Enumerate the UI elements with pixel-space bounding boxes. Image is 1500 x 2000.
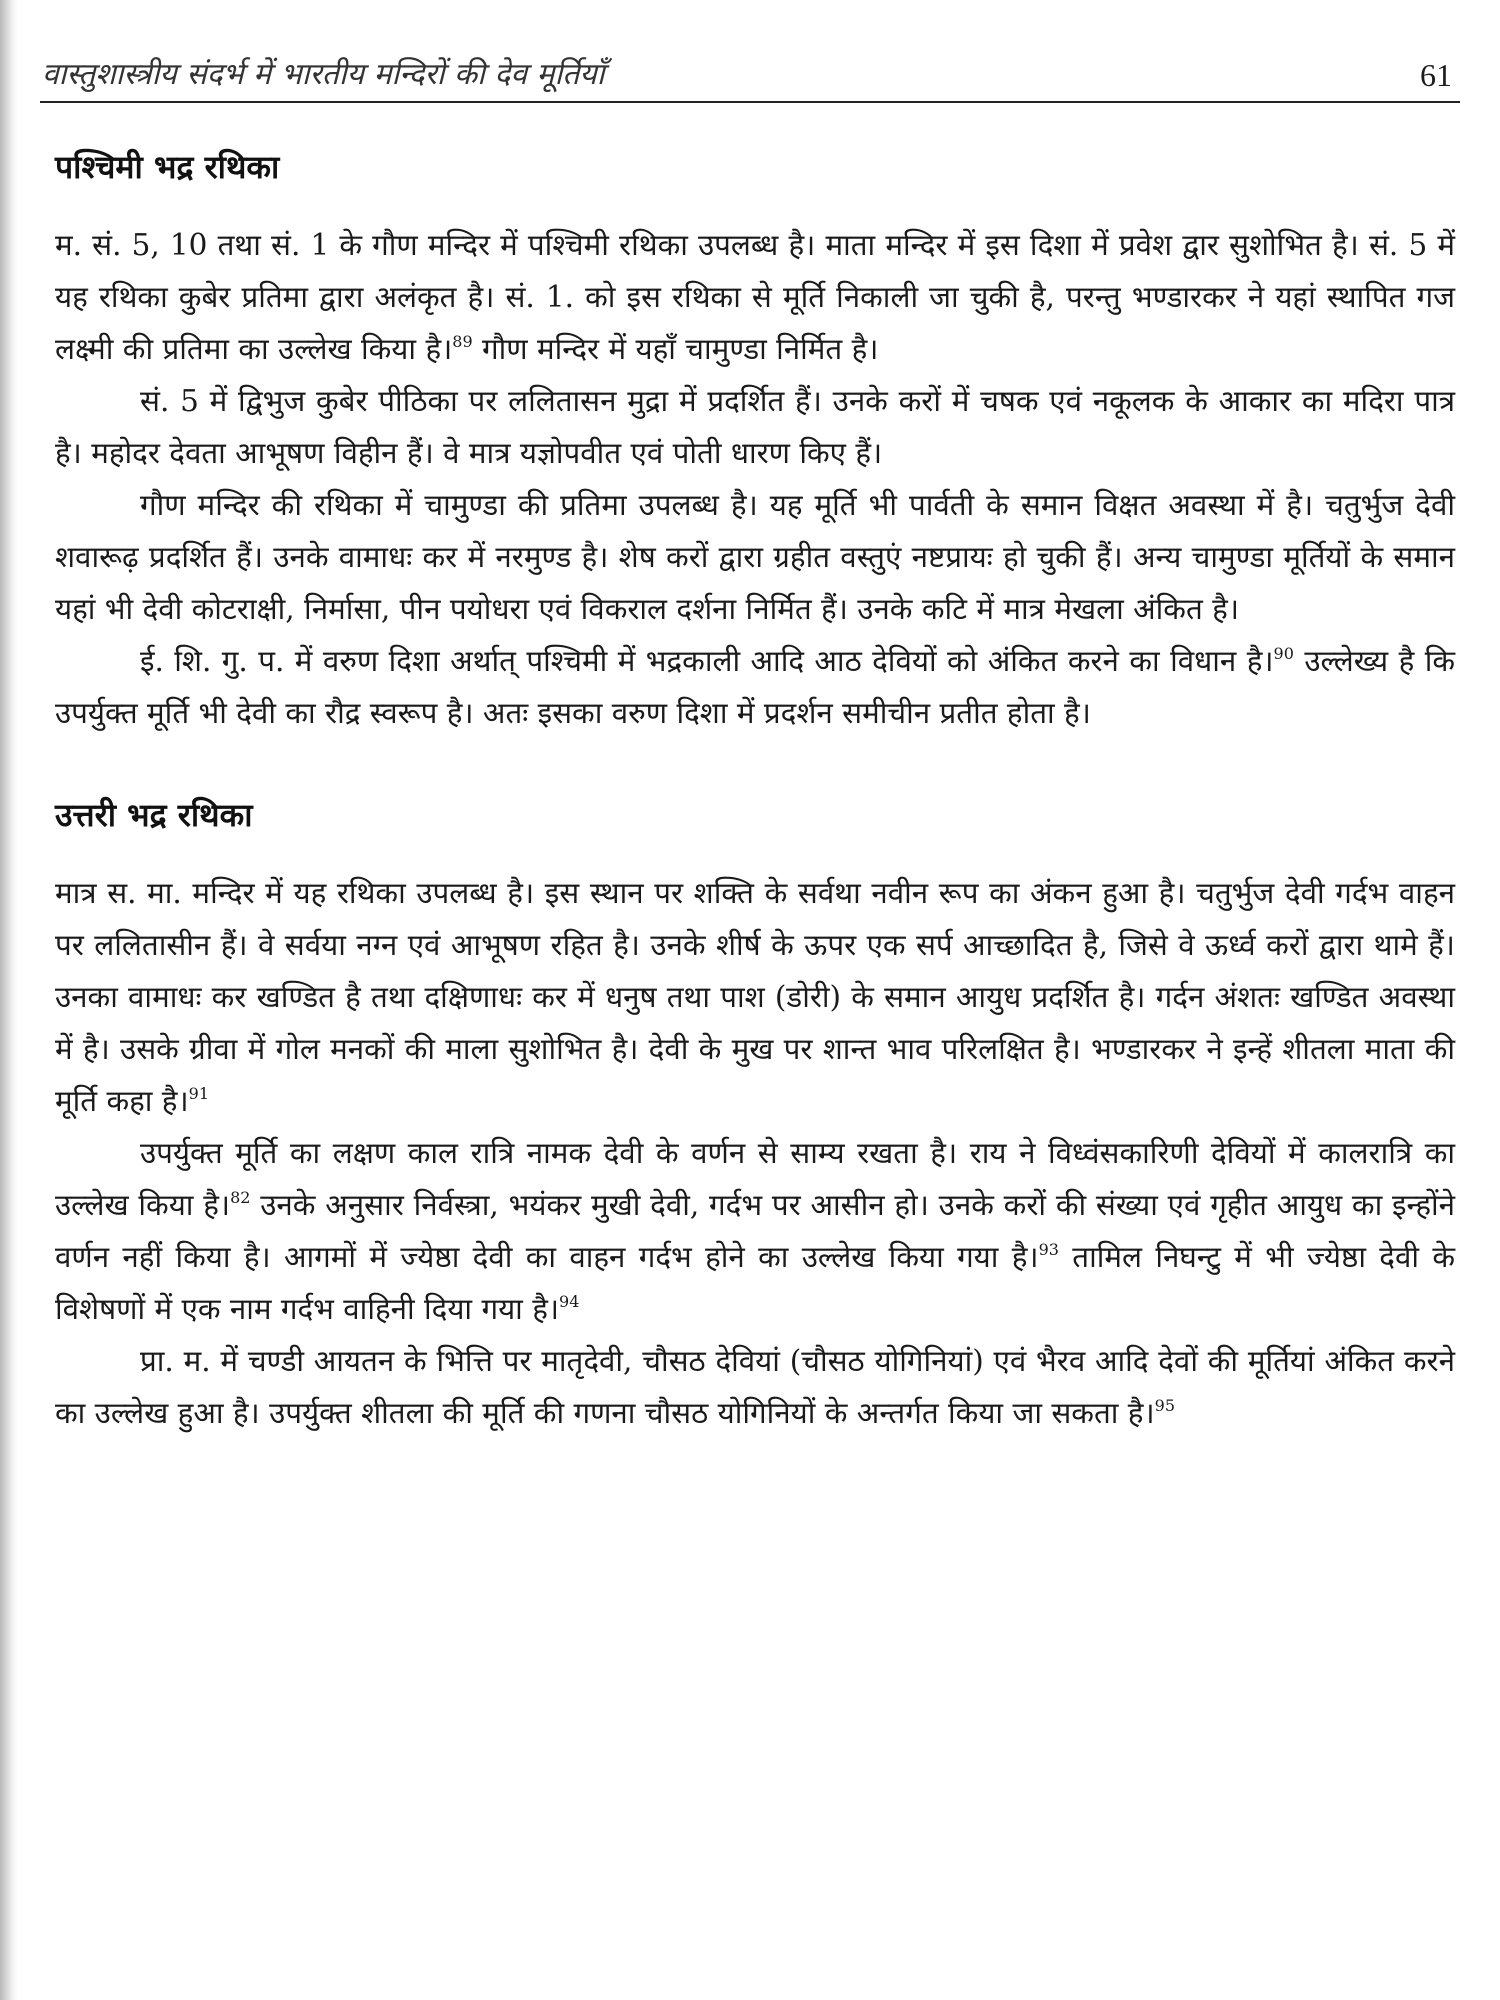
footnote-ref: 89 (452, 332, 473, 351)
paragraph: म. सं. 5, 10 तथा सं. 1 के गौण मन्दिर में पश्चिमी रथिका उपलब्ध है। माता मन्दिर में इस दिशा में प्रवेश द्वार सुशोभित है। सं. 5 में यह रथिका कुबेर प्रतिमा द्वारा अलंकृत है। सं. 1. को इस रथिका से मूर्ति निकाली जा चुकी है, परन्तु भण्डारकर ने यहां स्थापित गज लक्ष्मी की प्रतिमा का उल्लेख किया है।$^{89}$ गौण मन्दिर में यहाँ चामुण्डा निर्मित है। (55, 228, 1455, 366)
binding-shadow (0, 0, 18, 2000)
paragraph: गौण मन्दिर की रथिका में चामुण्डा की प्रतिमा उपलब्ध है। यह मूर्ति भी पार्वती के समान विक्षत अवस्था में है। चतुर्भुज देवी शवारूढ़ प्रदर्शित हैं। उनके वामाधः कर में नरमुण्ड है। शेष करों द्वारा ग्रहीत वस्तुएं नष्टप्रायः हो चुकी हैं। अन्य चामुण्डा मूर्तियों के समान यहां भी देवी कोटराक्षी, निर्मासा, पीन पयोधरा एवं विकराल दर्शना निर्मित हैं। उनके कटि में मात्र मेखला अंकित है। (55, 488, 1455, 626)
running-header: वास्तुशास्त्रीय संदर्भ में भारतीय मन्दिरों की देव मूर्तियाँ (42, 57, 605, 92)
footnote-ref: 93 (1038, 1240, 1059, 1259)
page-number: 61 (1420, 57, 1452, 93)
paragraph: प्रा. म. में चण्डी आयतन के भित्ति पर मातृदेवी, चौसठ देवियां (चौसठ योगिनियां) एवं भैरव आदि देवों की मूर्तियां अंकित करने का उल्लेख हुआ है। उपर्युक्त शीतला की मूर्ति की गणना चौसठ योगिनियों के अन्तर्गत किया जा सकता है।$^{95}$ (55, 1344, 1455, 1430)
page-body (55, 135, 1455, 1439)
section-heading: पश्चिमी भद्र रथिका (55, 148, 280, 186)
paragraph: मात्र स. मा. मन्दिर में यह रथिका उपलब्ध है। इस स्थान पर शक्ति के सर्वथा नवीन रूप का अंकन हुआ है। चतुर्भुज देवी गर्दभ वाहन पर ललितासीन हैं। वे सर्वया नग्न एवं आभूषण रहित है। उनके शीर्ष के ऊपर एक सर्प आच्छादित है, जिसे वे ऊर्ध्व करों द्वारा थामे हैं। उनका वामाधः कर खण्डित है तथा दक्षिणाधः कर में धनुष तथा पाश (डोरी) के समान आयुध प्रदर्शित है। गर्दन अंशतः खण्डित अवस्था में है। उसके ग्रीवा में गोल मनकों की माला सुशोभित है। देवी के मुख पर शान्त भाव परिलक्षित है। भण्डारकर ने इन्हें शीतला माता की मूर्ति कहा है।$^{91}$ (55, 876, 1455, 1118)
paragraph: उपर्युक्त मूर्ति का लक्षण काल रात्रि नामक देवी के वर्णन से साम्य रखता है। राय ने विध्वंसकारिणी देवियों में कालरात्रि का उल्लेख किया है।$^{82}$ उनके अनुसार निर्वस्त्रा, भयंकर मुखी देवी, गर्दभ पर आसीन हो। उनके करों की संख्या एवं गृहीत आयुध का इन्होंने वर्णन नहीं किया है। आगमों में ज्येष्ठा देवी का वाहन गर्दभ होने का उल्लेख किया गया है।$^{93}$ तामिल निघन्टु में भी ज्येष्ठा देवी के विशेषणों में एक नाम गर्दभ वाहिनी दिया गया है।$^{94}$ (55, 1136, 1455, 1326)
footnote-ref: 90 (1273, 644, 1294, 663)
paragraph: सं. 5 में द्विभुज कुबेर पीठिका पर ललितासन मुद्रा में प्रदर्शित हैं। उनके करों में चषक एवं नकूलक के आकार का मदिरा पात्र है। महोदर देवता आभूषण विहीन हैं। वे मात्र यज्ञोपवीत एवं पोती धारण किए हैं। (55, 384, 1455, 470)
footnote-ref: 94 (559, 1292, 580, 1311)
paragraph: ई. शि. गु. प. में वरुण दिशा अर्थात् पश्चिमी में भद्रकाली आदि आठ देवियों को अंकित करने का विधान है।$^{90}$ उल्लेख्य है कि उपर्युक्त मूर्ति भी देवी का रौद्र स्वरूप है। अतः इसका वरुण दिशा में प्रदर्शन समीचीन प्रतीत होता है। (55, 644, 1455, 730)
footnote-ref: 91 (188, 1084, 210, 1103)
section-heading: उत्तरी भद्र रथिका (55, 796, 253, 834)
footnote-ref: 82 (230, 1188, 251, 1207)
footnote-ref: 95 (1154, 1396, 1175, 1415)
header-rule (40, 101, 1460, 103)
